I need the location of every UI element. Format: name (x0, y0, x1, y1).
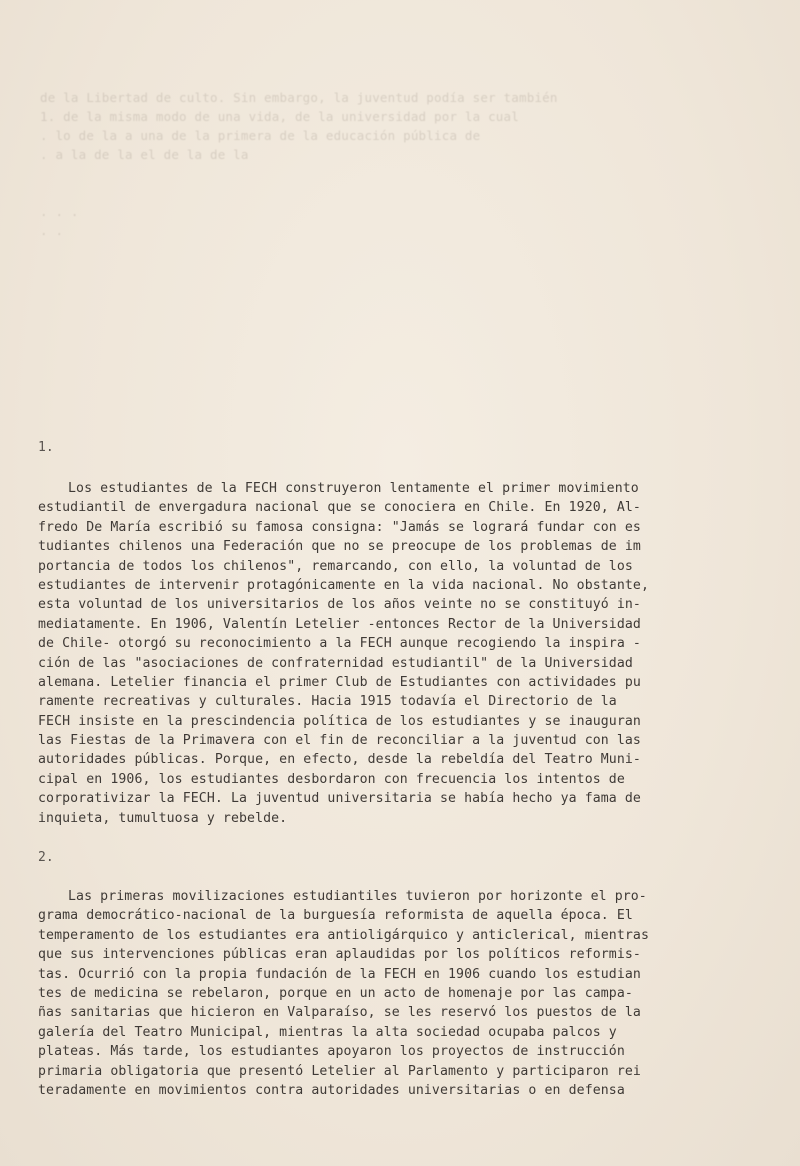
text-line: estudiantil de envergadura nacional que se conociera en Chile. En 1920, Al- (38, 500, 641, 516)
bleed-line: 1. de la misma modo de una vida, de la universidad por la cual (40, 109, 519, 124)
bleed-line (40, 297, 760, 316)
bleed-through-text (40, 88, 760, 354)
text-line: que sus intervenciones públicas eran aplaudidas por los políticos reformis- (38, 947, 641, 963)
text-line: tes de medicina se rebelaron, porque en un acto de homenaje por las campa- (38, 985, 633, 1001)
text-line: portancia de todos los chilenos", remarcando, con ello, la voluntad de los (38, 558, 633, 574)
text-line: ción de las "asociaciones de confraternidad estudiantil" de la Universidad (38, 655, 633, 671)
section-number: 1. (38, 440, 54, 455)
bleed-line (40, 259, 760, 278)
text-line: tas. Ocurrió con la propia fundación de la FECH en 1906 cuando los estudian (38, 966, 641, 982)
bleed-line (40, 164, 760, 183)
text-line: fredo De María escribió su famosa consigna: "Jamás se logrará fundar con es (38, 519, 641, 535)
section-1-paragraph (38, 479, 762, 828)
text-line: esta voluntad de los universitarios de los años veinte no se constituyó in- (38, 597, 641, 613)
text-line: tudiantes chilenos una Federación que no se preocupe de los problemas de im (38, 539, 641, 555)
text-line: autoridades públicas. Porque, en efecto, desde la rebeldía del Teatro Muni- (38, 752, 641, 768)
text-line: las Fiestas de la Primavera con el fin de reconciliar a la juventud con las (38, 733, 641, 749)
text-line: cipal en 1906, los estudiantes desbordaron con frecuencia los intentos de (38, 771, 625, 787)
text-line: grama democrático-nacional de la burguesía reformista de aquella época. El (38, 908, 633, 924)
text-line: FECH insiste en la prescindencia política de los estudiantes y se inauguran (38, 713, 641, 729)
text-line: Las primeras movilizaciones estudiantiles tuvieron por horizonte el pro- (68, 889, 647, 904)
text-line: inquieta, tumultuosa y rebelde. (38, 810, 288, 826)
bleed-line: . . . (40, 204, 79, 219)
bleed-line: de la Libertad de culto. Sin embargo, la juventud podía ser también (40, 90, 558, 105)
bleed-line: . . (40, 223, 64, 238)
text-line: primaria obligatoria que presentó Letelier al Parlamento y participaron rei (38, 1063, 641, 1079)
section-number: 2. (38, 850, 54, 865)
text-line: alemana. Letelier financia el primer Club de Estudiantes con actividades pu (38, 674, 641, 690)
text-line: ñas sanitarias que hicieron en Valparaíso, se les reservó los puestos de la (38, 1005, 641, 1021)
bleed-line: . a la de la el de la de la (40, 147, 249, 162)
text-line: Los estudiantes de la FECH construyeron lentamente el primer movimiento (68, 481, 639, 496)
text-line: teradamente en movimientos contra autoridades universitarias o en defensa (38, 1082, 625, 1098)
text-line: mediatamente. En 1906, Valentín Letelier -entonces Rector de la Universidad (38, 616, 641, 632)
text-line: plateas. Más tarde, los estudiantes apoyaron los proyectos de instrucción (38, 1044, 625, 1060)
text-line: galería del Teatro Municipal, mientras la alta sociedad ocupaba palcos y (38, 1024, 617, 1040)
bleed-line (40, 316, 760, 335)
text-line: ramente recreativas y culturales. Hacia 1915 todavía el Directorio de la (38, 694, 617, 710)
bleed-line: . lo de la a una de la primera de la educación pública de (40, 128, 481, 143)
text-line: temperamento de los estudiantes era antioligárquico y anticlerical, mientras (38, 927, 650, 943)
text-line: de Chile- otorgó su reconocimiento a la FECH aunque recogiendo la inspira - (38, 636, 641, 652)
text-line: corporativizar la FECH. La juventud universitaria se había hecho ya fama de (38, 791, 641, 807)
bleed-line (40, 335, 760, 354)
text-line: estudiantes de intervenir protagónicamente en la vida nacional. No obstante, (38, 577, 650, 593)
bleed-line (40, 278, 760, 297)
bleed-line (40, 240, 760, 259)
bleed-line (40, 183, 760, 202)
section-2-paragraph (38, 887, 762, 1100)
